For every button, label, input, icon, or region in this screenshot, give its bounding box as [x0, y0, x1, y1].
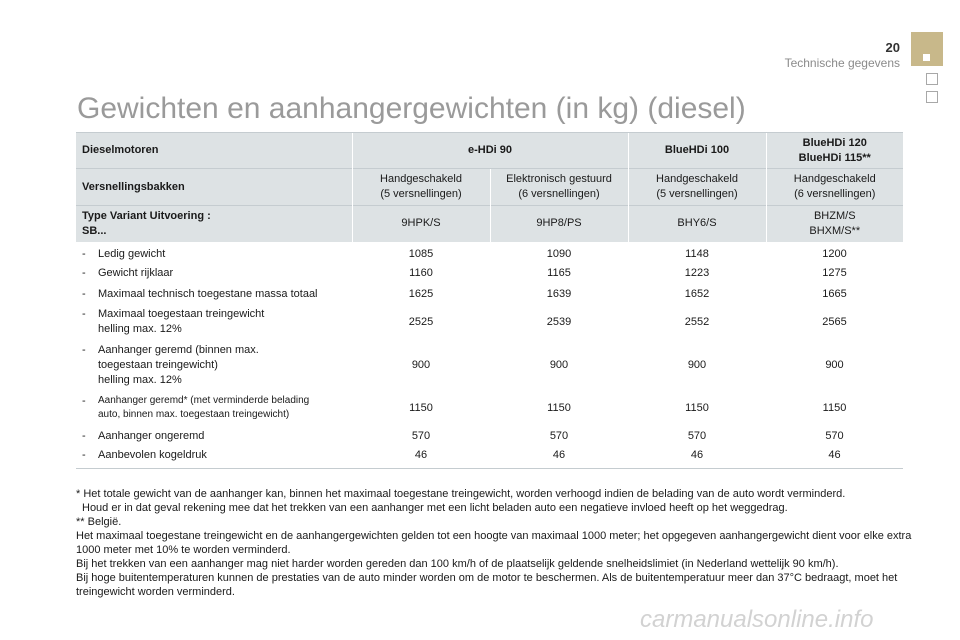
- value-cell: 46: [766, 447, 903, 469]
- section-title: Technische gegevens: [784, 56, 900, 70]
- gearbox-type: Handgeschakeld: [380, 173, 462, 185]
- gearbox-cell: [766, 169, 903, 206]
- row-label-text: Aanhanger ongeremd: [98, 429, 205, 442]
- chapter-tab[interactable]: [926, 91, 938, 103]
- value-cell: 1665: [822, 287, 847, 300]
- row-label-text: Gewicht rijklaar: [98, 266, 174, 279]
- engines-label: Dieselmotoren: [76, 133, 352, 169]
- value-cell: 1639: [546, 287, 572, 300]
- row-label-line: toegestaan treingewicht): [98, 358, 218, 371]
- engines-header-row: [76, 133, 903, 169]
- row-label-text: Aanbevolen kogeldruk: [98, 449, 207, 462]
- value-cell: 570: [825, 429, 844, 442]
- chapter-tab-active[interactable]: [911, 32, 943, 66]
- gearbox-cell: [628, 169, 766, 206]
- footnote-speed: Bij het trekken van een aanhanger mag niet harder worden gereden dan 100 km/h of de plaatselijk geldende snelheidslimiet (in Nederland wettelijk 90 km/h).: [76, 558, 839, 570]
- value-cell: 1200: [822, 247, 847, 260]
- table-row: [76, 242, 903, 263]
- row-label-text: Ledig gewicht: [98, 247, 166, 260]
- table-row: [76, 391, 903, 426]
- value-cell: 900: [687, 358, 707, 371]
- row-label-line: Maximaal toegestaan treingewicht: [98, 308, 265, 320]
- row-label-line: Aanhanger geremd (binnen max.: [98, 343, 259, 356]
- square-marker-icon: [923, 54, 930, 61]
- value-cell: 1223: [684, 266, 710, 279]
- value-cell: 46: [628, 447, 766, 469]
- row-label-text: [98, 307, 264, 337]
- gearbox-type: Handgeschakeld: [793, 173, 876, 185]
- row-label-line: helling max. 12%: [98, 373, 182, 386]
- row-label: [76, 340, 352, 391]
- value-cell: 1085: [408, 247, 434, 260]
- table-row: [76, 284, 903, 305]
- table-row: [76, 340, 903, 391]
- row-label-line: Aanhanger geremd* (met verminderde belading: [98, 395, 310, 406]
- footnotes: [76, 487, 916, 599]
- gearbox-cell: [490, 169, 628, 206]
- type-label: [76, 206, 352, 242]
- gearbox-type: Elektronisch gestuurd: [506, 173, 612, 185]
- gearbox-gears: (6 versnellingen): [518, 188, 600, 200]
- engine-cell: e-HDi 90: [352, 133, 628, 169]
- dash: -: [82, 247, 86, 260]
- value-cell: 1165: [547, 266, 571, 279]
- type-code: BHZM/S: [813, 209, 856, 222]
- type-code: BHXM/S**: [809, 224, 861, 237]
- type-cell: [766, 206, 903, 242]
- gearbox-cell: [352, 169, 490, 206]
- value-cell: 1150: [822, 401, 847, 414]
- engine-cell: BlueHDi 100: [628, 133, 766, 169]
- watermark: carmanualsonline.info: [640, 606, 874, 633]
- page-number: 20: [885, 40, 900, 55]
- value-cell: 570: [411, 429, 431, 442]
- row-label: [76, 305, 352, 340]
- chapter-tab[interactable]: [926, 73, 938, 85]
- gearbox-header-row: [76, 169, 903, 206]
- value-cell: 1150: [409, 401, 433, 414]
- footnote-altitude: Het maximaal toegestane treingewicht en de aanhangergewichten gelden tot een hoogte van maximaal 1000 meter; het opgegeven aanhangergewicht dient voor elke extra 1000 meter met 10% te worden verminderd.: [76, 530, 912, 556]
- value-cell: 46: [352, 447, 490, 469]
- type-header-row: [76, 206, 903, 242]
- row-label-line: helling max. 12%: [98, 323, 182, 335]
- type-label-line: SB...: [82, 224, 107, 237]
- engine-name: BlueHDi 115**: [798, 151, 871, 164]
- type-cell: BHY6/S: [628, 206, 766, 242]
- value-cell: 1275: [822, 266, 847, 279]
- row-label-line: auto, binnen max. toegestaan treingewicht): [98, 409, 290, 420]
- value-cell: 1150: [685, 401, 709, 414]
- gearbox-label: Versnellingsbakken: [76, 169, 352, 206]
- weights-table: [76, 132, 903, 469]
- row-label-text: [98, 394, 309, 422]
- footnote-belgium: ** België.: [76, 516, 122, 528]
- dash: -: [82, 429, 86, 442]
- value-cell: 1150: [547, 401, 571, 414]
- footnote-trailer-weight: * Het totale gewicht van de aanhanger kan, binnen het maximaal toegestane treingewicht, worden verhoogd indien de belading van de auto wordt verminderd.: [76, 488, 846, 500]
- row-label-text: Maximaal technisch toegestane massa totaal: [98, 287, 318, 300]
- value-cell: 2552: [684, 315, 710, 328]
- dash: -: [82, 343, 86, 356]
- type-label-line: Type Variant Uitvoering :: [82, 209, 211, 222]
- row-label: [76, 391, 352, 426]
- dash: -: [82, 266, 86, 279]
- table-row: [76, 447, 903, 469]
- row-label: [76, 426, 352, 447]
- footnote-handling: Houd er in dat geval rekening mee dat het trekken van een aanhanger met een licht beladen auto een negatieve invloed heeft op het weggedrag.: [82, 502, 788, 514]
- footnote-temperature: Bij hoge buitentemperaturen kunnen de prestaties van de auto minder worden om de motor te beschermen. Als de buitentemperatuur meer dan 37°C bedraagt, moet het treingewicht worden verminderd.: [76, 572, 898, 598]
- value-cell: 1090: [546, 247, 572, 260]
- value-cell: 1148: [685, 247, 709, 260]
- value-cell: 1160: [409, 266, 433, 279]
- table-row: [76, 426, 903, 447]
- dash: -: [82, 308, 86, 320]
- value-cell: 900: [549, 358, 569, 371]
- row-label: [76, 242, 352, 263]
- row-label: [76, 284, 352, 305]
- value-cell: 900: [411, 358, 431, 371]
- gearbox-gears: (5 versnellingen): [656, 188, 738, 200]
- row-label: [76, 447, 352, 469]
- value-cell: 570: [687, 429, 707, 442]
- value-cell: 1625: [408, 287, 434, 300]
- value-cell: 1652: [684, 287, 710, 300]
- dash: -: [82, 449, 86, 462]
- value-cell: 46: [490, 447, 628, 469]
- dash: -: [82, 287, 86, 300]
- gearbox-type: Handgeschakeld: [656, 173, 738, 185]
- page-title: Gewichten en aanhangergewichten (in kg) (diesel): [77, 92, 746, 125]
- value-cell: 900: [825, 358, 844, 371]
- row-label: [76, 263, 352, 284]
- engine-name: BlueHDi 120: [802, 136, 867, 149]
- value-cell: 570: [549, 429, 569, 442]
- table-row: [76, 263, 903, 284]
- value-cell: 2539: [546, 315, 572, 328]
- value-cell: 2525: [408, 315, 434, 328]
- gearbox-gears: (6 versnellingen): [794, 188, 876, 200]
- gearbox-gears: (5 versnellingen): [380, 188, 462, 200]
- row-label-text: [98, 343, 259, 388]
- dash: -: [82, 395, 86, 407]
- table-row: [76, 305, 903, 340]
- engine-cell: [766, 133, 903, 169]
- type-cell: 9HP8/PS: [490, 206, 628, 242]
- type-cell: 9HPK/S: [352, 206, 490, 242]
- value-cell: 2565: [822, 315, 847, 328]
